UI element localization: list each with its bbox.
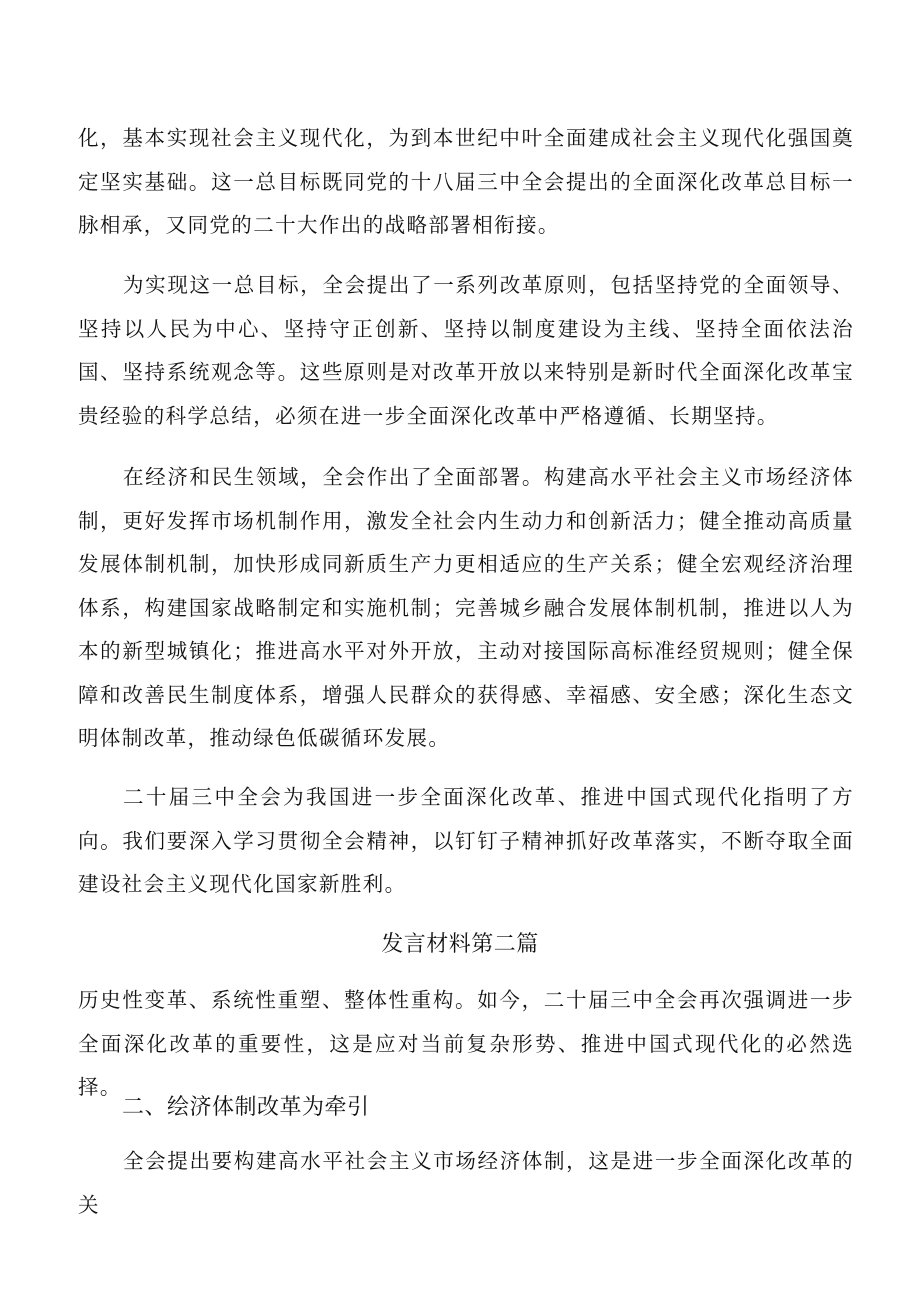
section-heading: 二、绘济体制改革为牵引 — [122, 1095, 370, 1120]
paragraph-continuation: 化，基本实现社会主义现代化，为到本世纪中叶全面建成社会主义现代化强国奠定坚实基础。这一总目标既同党的十八届三中全会提出的全面深化改革总目标一脉相承，又同党的二十大作出的战略部署相衔接。 — [78, 126, 854, 237]
section-title: 发言材料第二篇 — [381, 932, 539, 957]
paragraph-reform-principles: 为实现这一总目标，全会提出了一系列改革原则，包括坚持党的全面领导、坚持以人民为中心、坚持守正创新、坚持以制度建设为主线、坚持全面依法治国、坚持系统观念等。这些原则是对改革开放以来特别是新时代全面深化改革宝贵经验的科学总结，必须在进一步全面深化改革中严格遵循、长期坚持。 — [78, 273, 854, 428]
paragraph-conclusion: 二十届三中全会为我国进一步全面深化改革、推进中国式现代化指明了方向。我们要深入学习贯彻全会精神，以钉钉子精神抓好改革落实，不断夺取全面建设社会主义现代化国家新胜利。 — [78, 785, 854, 896]
paragraph-last: 全会提出要构建高水平社会主义市场经济体制，这是进一步全面深化改革的关 — [78, 1149, 854, 1217]
paragraph-after-title: 历史性变革、系统性重塑、整体性重构。如今，二十届三中全会再次强调进一步全面深化改革的重要性，这是应对当前复杂形势、推进中国式现代化的必然选择。 — [78, 988, 854, 1099]
paragraph-economy-livelihood: 在经济和民生领域，全会作出了全面部署。构建高水平社会主义市场经济体制，更好发挥市场机制作用，激发全社会内生动力和创新活力；健全推动高质量发展体制机制，加快形成同新质生产力更相适应的生产关系；健全宏观经济治理体系，构建国家战略制定和实施机制；完善城乡融合发展体制机制，推进以人为本的新型城镇化；推进高水平对外开放，主动对接国际高标准经贸规则；健全保障和改善民生制度体系，增强人民群众的获得感、幸福感、安全感；深化生态文明体制改革，推动绿色低碳循环发展。 — [78, 465, 854, 750]
